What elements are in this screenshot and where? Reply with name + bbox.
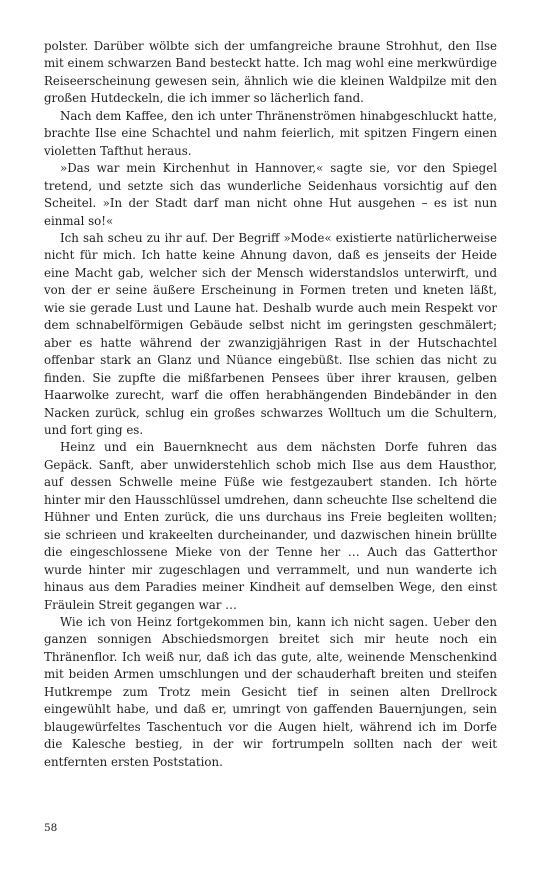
paragraph-6: Wie ich von Heinz fortgekommen bin, kann ich nicht sagen. Ueber den ganzen sonnigen Abschiedsmorgen breitet sich mir heute noch ein Thränenflor. Ich weiß nur, daß ich das gute, alte, weinende Menschenkind mit beiden Armen umschlungen und der schauderhaft breiten und steifen Hutkrempe zum Trotz mein Gesicht tief in seinen alten Drellrock eingewühlt habe, und daß er, umringt von gaffenden Bauernjungen, sein blaugewürfeltes Taschentuch vor die Augen hielt, während ich im Dorfe die Kalesche bestieg, in der wir fortrumpeln sollten nach der weit entfernten ersten Poststation. — [44, 614, 497, 769]
paragraph-4: Ich sah scheu zu ihr auf. Der Begriff »Mode« existierte natürlicherweise nicht für mich. Ich hatte keine Ahnung davon, daß es jenseits der Heide eine Macht gab, welcher sich der Mensch widerstandslos unterwirft, und von der er seine äußere Erscheinung in Formen treten und kneten läßt, wie sie gerade Lust und Laune hat. Deshalb wurde auch mein Respekt vor dem schnabelförmigen Gebäude selbst nicht im geringsten geschmälert; aber es hatte während der zwanzigjährigen Rast in der Hutschachtel offenbar stark an Glanz und Nüance eingebüßt. Ilse schien das nicht zu finden. Sie zupfte die mißfarbenen Pensees über ihrer krausen, gelben Haarwolke zurecht, warf die offen herabhängenden Bindebänder in den Nacken zurück, schlug ein großes schwarzes Wolltuch um die Schultern, und fort ging es. — [44, 230, 497, 437]
paragraph-2: Nach dem Kaffee, den ich unter Thränenströmen hinabgeschluckt hatte, brachte Ilse eine Schachtel und nahm feierlich, mit spitzen Fingern einen violetten Tafthut heraus. — [44, 108, 497, 158]
paragraph-1: polster. Darüber wölbte sich der umfangreiche braune Strohhut, den Ilse mit einem schwarzen Band besteckt hatte. Ich mag wohl eine merkwürdige Reiseerscheinung gewesen sein, ähnlich wie die kleinen Waldpilze mit den großen Hutdeckeln, die ich immer so lächerlich fand. — [44, 39, 497, 106]
page-number: 58 — [44, 822, 58, 834]
paragraph-3: »Das war mein Kirchenhut in Hannover,« sagte sie, vor den Spiegel tretend, und setzte sich das wunderliche Seidenhaus vorsichtig auf den Scheitel. »In der Stadt darf man nicht ohne Hut ausgehen – es ist nun einmal so!« — [44, 161, 497, 228]
body-text — [44, 38, 497, 771]
paragraph-5: Heinz und ein Bauernknecht aus dem nächsten Dorfe fuhren das Gepäck. Sanft, aber unwiderstehlich schob mich Ilse aus dem Hausthor, auf dessen Schwelle meine Füße wie festgezaubert standen. Ich hörte hinter mir den Hausschlüssel umdrehen, dann scheuchte Ilse scheltend die Hühner und Enten zurück, die uns durchaus ins Freie begleiten wollten; sie schrieen und krakeelten durcheinander, und dazwischen hinein brüllte die eingeschlossene Mieke von der Tenne her … Auch das Gatterthor wurde hinter mir zugeschlagen und verrammelt, und nun wanderte ich hinaus aus dem Paradies meiner Kindheit auf demselben Wege, den einst Fräulein Streit gegangen war … — [44, 440, 497, 612]
